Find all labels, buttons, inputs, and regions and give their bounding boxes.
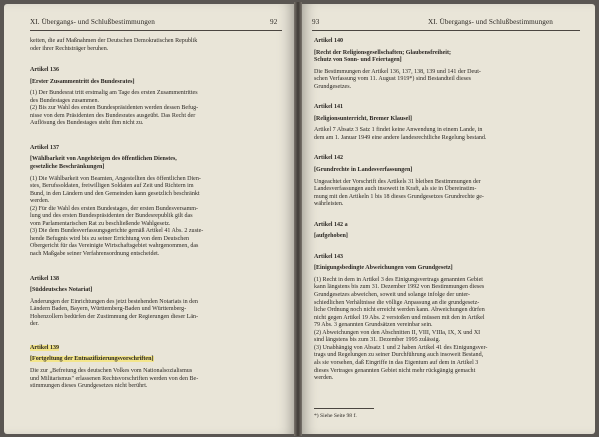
article-137-title: Artikel 137 <box>30 144 60 151</box>
article-142-text: währleisten. <box>314 201 344 208</box>
article-141-text: dem am 1. Januar 1949 eine andere landesrechtliche Regelung bestand. <box>314 134 487 141</box>
article-136-heading: [Erster Zusammentritt des Bundesrates] <box>30 78 135 85</box>
article-141-heading: [Religionsunterricht, Bremer Klausel] <box>314 115 413 122</box>
article-137-heading: [Wählbarkeit von Angehörigen des öffentlichen Dienstes, <box>30 156 177 163</box>
article-143-text: als sie vorsehen, daß Eingriffe in das Eigentum auf dem in Artikel 3 <box>314 359 479 366</box>
article-137-text: nach Maßgabe seiner Verfahrensordnung entscheidet. <box>30 251 160 258</box>
article-139-text: Die zur „Befreiung des deutschen Volkes vom Nationalsozialismus <box>30 367 193 374</box>
article-143-heading: [Einigungsbedingte Abweichungen vom Grundgesetz] <box>314 265 453 272</box>
article-137-text: Obergericht für das Vereinigte Wirtschaftsgebiet wahrgenommen, das <box>30 243 199 250</box>
article-143-text: (2) Abweichungen von den Abschnitten II, VIII, VIIIa, IX, X und XI <box>314 329 481 336</box>
article-136-text: (2) Bis zur Wahl des ersten Bundespräsidenten werden dessen Befug- <box>30 105 199 112</box>
article-137-heading: gesetzliche Beschränkungen] <box>30 164 105 171</box>
article-138-text: Änderungen der Einrichtungen des jetzt bestehenden Notariats in den <box>30 298 198 305</box>
article-143-text: (3) Unabhängig von Absatz 1 und 2 haben Artikel 41 des Einigungsver- <box>314 344 488 351</box>
article-137-text: stes, Berufssoldaten, freiwilligen Soldaten auf Zeit und Richtern im <box>30 183 194 190</box>
article-137-text: (2) Für die Wahl des ersten Bundestages, der ersten Bundesversamm- <box>30 205 198 212</box>
article-139-text: und Militarismus" erlassenen Rechtsvorschriften werden von den Be- <box>30 375 199 382</box>
article-143-text: nicht gegen Artikel 19 Abs. 2 verstoßen und müssen mit den in Artikel <box>314 314 485 321</box>
page-number-right: 93 <box>312 18 320 26</box>
article-140-title: Artikel 140 <box>314 38 344 44</box>
article-136-title: Artikel 136 <box>30 67 60 74</box>
article-137-text: (1) Die Wählbarkeit von Beamten, Angestellten des öffentlichen Dien- <box>30 175 201 182</box>
page-number-left: 92 <box>270 18 278 26</box>
article-137-text: hende Befugnis wird bis zu seiner Errichtung von dem Deutschen <box>30 235 190 242</box>
article-143-title: Artikel 143 <box>314 253 344 260</box>
article-143-text: kann längstens bis zum 31. Dezember 1992 von Bestimmungen dieses <box>314 284 485 291</box>
article-138-heading: [Süddeutsches Notariat] <box>30 287 93 294</box>
article-136-text: nisse von dem Präsidenten des Bundesrates ausgeübt. Das Recht der <box>30 112 196 119</box>
article-143-text: 79 Abs. 3 genannten Grundsätzen vereinbar sein. <box>314 322 433 329</box>
article-139-text: stimmungen dieses Grundgesetzes nicht berührt. <box>30 383 148 390</box>
article-142-text: mung mit den Artikeln 1 bis 18 dieses Grundgesetzes Grundrechte ge- <box>314 193 484 200</box>
article-142-text: Landesverfassungen auch insoweit in Kraft, als sie in Übereinstim- <box>314 186 477 193</box>
article-143-text: sind längstens bis zum 31. Dezember 1995 zulässig. <box>314 337 441 344</box>
article-137-text: Bund, in den Ländern und den Gemeinden kann gesetzlich beschränkt <box>30 190 200 197</box>
right-page-body <box>314 38 580 383</box>
article-143-text: liche Ordnung noch nicht erreicht werden kann. Abweichungen dürfen <box>314 307 485 314</box>
book-gutter <box>294 2 302 436</box>
intro-text: oder ihrer Rechtsträger beruhen. <box>30 45 109 52</box>
article-140-text: Grundgesetzes. <box>314 83 352 90</box>
article-142-heading: [Grundrechte in Landesverfassungen] <box>314 167 413 174</box>
footnote: *) Siehe Seite 98 f. <box>314 413 357 419</box>
running-header-right: XI. Übergangs- und Schlußbestimmungen <box>428 18 553 26</box>
article-136-text: Auflösung des Bundestages steht ihm nicht zu. <box>30 120 144 127</box>
article-138-text: Ländern Baden, Bayern, Württemberg-Baden und Württemberg- <box>30 306 187 313</box>
right-page <box>302 4 595 434</box>
article-140-text: Die Bestimmungen der Artikel 136, 137, 138, 139 und 141 der Deut- <box>314 68 481 75</box>
article-142-text: Ungeachtet der Vorschrift des Artikels 31 bleiben Bestimmungen der <box>314 178 481 185</box>
article-143-text: schiedlichen Verhältnisse die völlige Anpassung an die grundgesetz- <box>314 299 480 306</box>
left-page <box>4 4 294 434</box>
article-143-text: trags und Regelungen zu seiner Durchführung auch insoweit Bestand, <box>314 352 484 359</box>
footnote-rule <box>314 408 374 409</box>
article-137-text: lung und des ersten Bundespräsidenten der Bundesrepublik gilt das <box>30 213 193 220</box>
article-137-text: vom Parlamentarischen Rat zu beschließende Wahlgesetz. <box>30 220 171 227</box>
article-140-heading: [Recht der Religionsgesellschaften; Glaubensfreiheit; <box>314 49 451 56</box>
article-140-text: schen Verfassung vom 11. August 1919*) sind Bestandteil dieses <box>314 76 472 83</box>
article-139-title: Artikel 139 <box>30 344 60 351</box>
running-header-left: XI. Übergangs- und Schlußbestimmungen <box>30 18 155 26</box>
article-136-text: (1) Der Bundesrat tritt erstmalig am Tage des ersten Zusammentrittes <box>30 90 198 97</box>
article-137-text: (3) Die dem Bundesverfassungsgerichte gemäß Artikel 41 Abs. 2 zuste- <box>30 228 204 235</box>
article-142a-title: Artikel 142 a <box>314 221 348 228</box>
header-rule-left <box>30 30 282 31</box>
article-138-text: der. <box>30 321 39 328</box>
header-rule-right <box>312 30 580 31</box>
article-143-text: werden. <box>314 375 334 382</box>
article-143-text: dieses Vertrages genannten Gebiet nicht mehr rückgängig gemacht <box>314 367 476 374</box>
article-139-heading: [Fortgeltung der Entnazifizierungsvorschriften] <box>30 356 154 363</box>
article-142a-heading: [aufgehoben] <box>314 233 348 240</box>
article-137-text: werden. <box>30 198 50 205</box>
article-138-text: Hohenzollern bedürfen der Zustimmung der Regierungen dieser Län- <box>30 313 199 320</box>
article-143-text: Grundgesetzes abweichen, soweit und solange infolge der unter- <box>314 292 471 299</box>
article-142-title: Artikel 142 <box>314 155 344 162</box>
left-page-body <box>30 38 282 391</box>
article-140-heading: Schutz von Sonn- und Feiertagen] <box>314 57 402 64</box>
article-141-title: Artikel 141 <box>314 104 344 111</box>
article-141-text: Artikel 7 Absatz 3 Satz 1 findet keine Anwendung in einem Lande, in <box>314 127 483 134</box>
article-138-title: Artikel 138 <box>30 275 60 282</box>
intro-text: keiten, die auf Maßnahmen der Deutschen Demokratischen Republik <box>30 38 198 44</box>
article-136-text: des Bundestages zusammen. <box>30 97 100 104</box>
article-143-text: (1) Recht in dem in Artikel 3 des Einigungsvertrags genannten Gebiet <box>314 276 483 283</box>
